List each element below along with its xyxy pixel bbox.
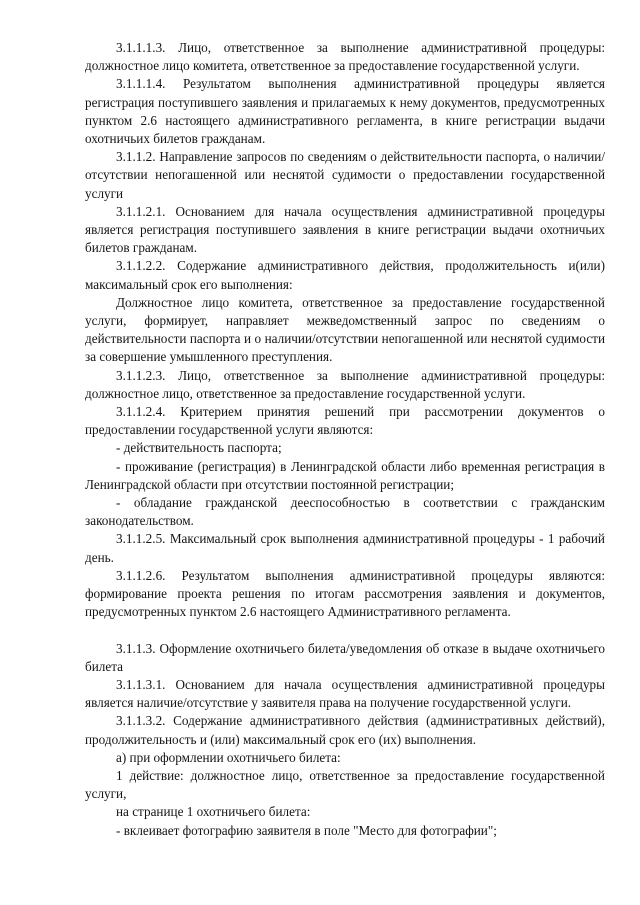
paragraph-3-1-1-3: 3.1.1.3. Оформление охотничьего билета/уведомления об отказе в выдаче охотничьего билета: [85, 640, 605, 674]
criteria-item-residence: - проживание (регистрация) в Ленинградской области либо временная регистрация в Ленинградской области при отсутствии постоянной регистрации;: [85, 458, 605, 492]
paragraph-3-1-1-2-2: 3.1.1.2.2. Содержание административного действия, продолжительность и(или) максимальный срок его выполнения:: [85, 258, 605, 292]
paragraph-item-a: а) при оформлении охотничьего билета:: [116, 749, 341, 765]
paragraph-3-1-1-1-3: 3.1.1.1.3. Лицо, ответственное за выполнение административной процедуры: должностное лицо комитета, ответственное за предоставление государственной услуги.: [85, 40, 605, 74]
document-page: [85, 39, 605, 840]
paragraph-3-1-1-2: 3.1.1.2. Направление запросов по сведениям о действительности паспорта, о наличии/отсутствии непогашенной или неснятой судимости о предоставлении государственной услуги: [85, 149, 605, 201]
paragraph-3-1-1-2-3: 3.1.1.2.3. Лицо, ответственное за выполнение административной процедуры: должностное лицо, ответственное за предоставление государственной услуги.: [85, 367, 605, 401]
paragraph-3-1-1-3-1: 3.1.1.3.1. Основанием для начала осуществления административной процедуры является наличие/отсутствие у заявителя права на получение государственной услуги.: [85, 676, 605, 711]
paragraph-action-1: 1 действие: должностное лицо, ответственное за предоставление государственной услуги,: [85, 767, 605, 802]
paragraph-photo: - вклеивает фотографию заявителя в поле "Место для фотографии";: [116, 822, 497, 838]
criteria-item-passport: - действительность паспорта;: [116, 440, 282, 456]
paragraph-page-1: на странице 1 охотничьего билета:: [116, 804, 311, 820]
paragraph-3-1-1-2-6: 3.1.1.2.6. Результатом выполнения административной процедуры являются: формирование проекта решения по итогам рассмотрения заявления и документов, предусмотренных пунктом 2.6 настоящего Административного регламента.: [85, 567, 605, 620]
paragraph-3-1-1-2-1: 3.1.1.2.1. Основанием для начала осуществления административной процедуры является регистрация поступившего заявления в книге регистрации выдачи охотничьих билетов гражданам.: [85, 203, 605, 256]
paragraph-3-1-1-2-4: 3.1.1.2.4. Критерием принятия решений при рассмотрении документов о предоставлении государственной услуги являются:: [85, 404, 605, 438]
paragraph-official-request: Должностное лицо комитета, ответственное за предоставление государственной услуги, формирует, направляет межведомственный запрос по сведениям о действительности паспорта и о наличии/отсутствии непогашенной или неснятой судимости за совершение умышленного преступления.: [85, 294, 605, 365]
criteria-item-capacity: - обладание гражданской дееспособностью в соответствии с гражданским законодательством.: [85, 495, 605, 529]
paragraph-3-1-1-3-2: 3.1.1.3.2. Содержание административного действия (административных действий), продолжительность и (или) максимальный срок его (их) выполнения.: [85, 713, 605, 747]
paragraph-3-1-1-1-4: 3.1.1.1.4. Результатом выполнения административной процедуры является регистрация поступившего заявления и прилагаемых к нему документов, предусмотренных пунктом 2.6 настоящего административного регламента, в книге регистрации выдачи охотничьих билетов гражданам.: [85, 76, 605, 147]
section-gap: [85, 622, 605, 640]
paragraph-3-1-1-2-5: 3.1.1.2.5. Максимальный срок выполнения административной процедуры - 1 рабочий день.: [85, 531, 605, 565]
